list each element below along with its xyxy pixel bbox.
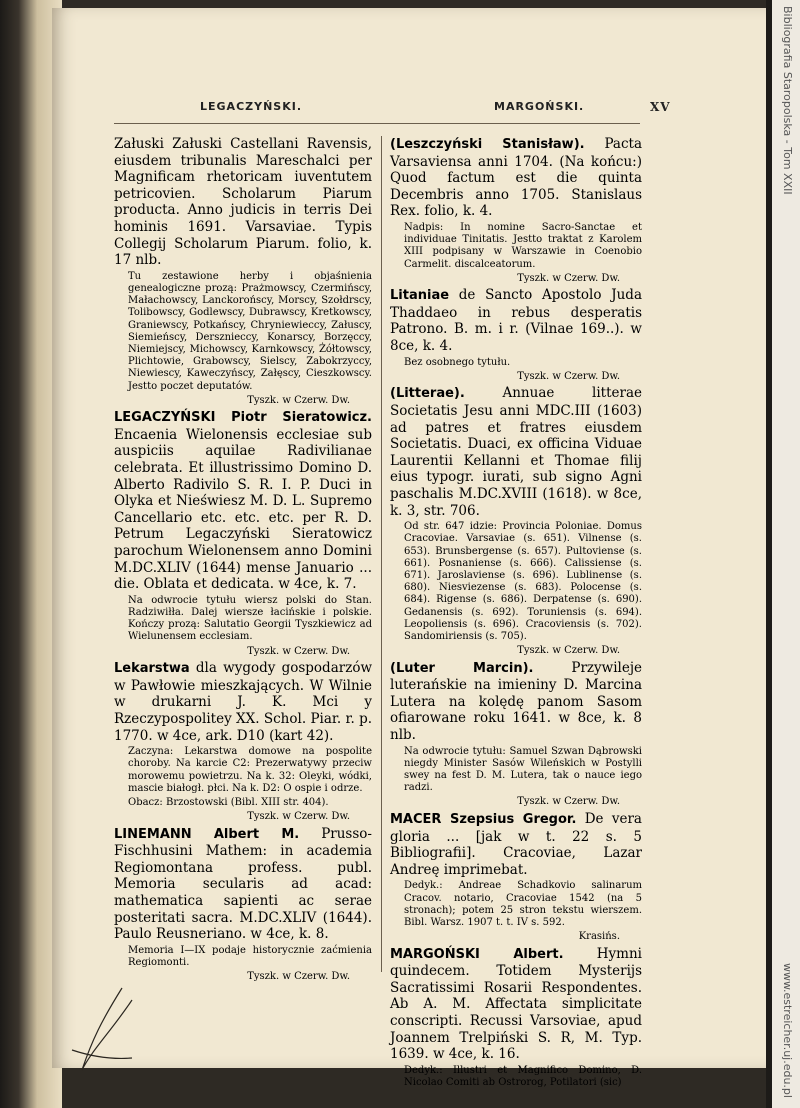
entry-text: dla wygody gospodarzów w Pawłowie mieszkających. W Wilnie w drukarni J. K. Mci y Rzeczypospolitey XX. Schol. Piar. r. p. 1770. w 4ce, ark. D10 (kart 42). — [114, 660, 372, 744]
entry-text: Prusso-Fischhusini Mathem: in academia Regiomontana profess. publ. Memoria secularis ad acad: mathematica sapienti ac serae posteritati sacra. M.DC.XLIV (1644). Paulo Reusneriano. w 4ce, k. 8. — [114, 825, 372, 943]
entry-name: (Leszczyński Stanisław). — [390, 137, 585, 152]
entry-name: LEGACZYŃSKI Piotr Sieratowicz. — [114, 410, 372, 426]
side-label-bottom: www.estreicher.uj.edu.pl — [781, 963, 794, 1098]
header-page-number: XV — [650, 100, 671, 114]
entry-note: Obacz: Brzostowski (Bibl. XIII str. 404). — [128, 796, 329, 808]
header-rule — [114, 123, 640, 124]
entry-location: Tyszk. w Czerw. Dw. — [247, 645, 350, 657]
entry-note: Tu zestawione herby i objaśnienia genealogiczne prozą: Prażmowscy, Czermińscy, Małachowscy, Lanckorońscy, Morscy, Szołdrscy, Tolibowscy, Godlewscy, Dubrawscy, Kretkowscy, Graniewscy, Potkańscy, Chryniewieccy, Załuscy, Siemieńscy, Dersznieccy, Konarscy, Borzęccy, Niemiejscy, Michowscy, Karnkowscy, Żółtowscy, Plichtowie, Grabowscy, Sielscy, Zabokrzyccy, Niewiescy, Kaweczyńscy, Załęscy, Cieszkowscy. Jestto poczet deputatów. — [128, 270, 372, 392]
entry-note: Dedyk.: Illustri et Magnifico Domino, D. Nicolao Comiti ab Ostrorog, Potilatori (sic) — [404, 1064, 642, 1088]
entry — [114, 826, 372, 943]
entry — [114, 409, 372, 593]
entry-text: Annuae litterae Societatis Jesu anni MDC.III (1603) ad patres et fratres eiusdem Societatis. Duaci, ex officina Viduae Laurentii Kellanni et Thomae filij eius typogr. iurati, sub signo Agni paschalis M.DC.XVIII (1618). w 8ce, k. 3, str. 706. — [390, 385, 642, 519]
entry-text: De vera gloria ... [jak w t. 22 s. 5 Bibliografii]. Cracoviae, Lazar Andreę imprimebat. — [390, 810, 642, 878]
entry-note: Memoria I—IX podaje historycznie zaćmienia Regiomonti. — [128, 944, 372, 968]
entry-note: Na odwrocie tytułu: Samuel Szwan Dąbrowski niegdy Minister Sasów Wileńskich w Postylli swey na fest D. M. Lutera, tak o nauce iego radzi. — [404, 745, 642, 794]
entry-name: LINEMANN Albert M. — [114, 826, 300, 842]
entry — [114, 660, 372, 744]
entry-text: Załuski Załuski Castellani Ravensis, eiusdem tribunalis Mareschalci per Magnificam rhetoricam iuventutem petricovien. Scholarum Piarum producta. Anno judicis in terris Dei hominis 1691. Varsaviae. Typis Collegij Scholarum Piarum. folio, k. 17 nlb. — [114, 136, 372, 269]
entry-text: Hymni quindecem. Totidem Mysterijs Sacratissimi Rosarii Respondentes. Ab A. M. Affectata simplicitate conscripti. Recussi Varsoviae, apud Joannem Trelpiński S. R, M. Typ. 1639. w 4ce, k. 16. — [390, 945, 642, 1063]
entry-note: Nadpis: In nomine Sacro-Sanctae et individuae Tinitatis. Jestto traktat z Karolem XIII podpisany w Warszawie in Coenobio Carmelit. discalceatorum. — [404, 221, 642, 270]
entry — [390, 385, 642, 519]
entry-name: Lekarstwa — [114, 661, 190, 677]
entry-location: Tyszk. w Czerw. Dw. — [247, 811, 350, 823]
entry-note: Bez osobnego tytułu. — [404, 356, 511, 368]
entry-note: Od str. 647 idzie: Provincia Poloniae. Domus Cracoviae. Varsaviae (s. 651). Vilnense (s. 653). Brunsbergense (s. 657). Pultoviense (s. 661). Posnaniense (s. 666). Calissiense (s. 671). Jaroslaviense (s. 696). Lublinense (s. 680). Niesviezense (s. 683). Polocense (s. 684). Rigense (s. 686). Derpatense (s. 690). Gedanensis (s. 692). Toruniensis (s. 694). Leopoliensis (s. 696). Cracoviensis (s. 702). Sandomiriensis (s. 705). — [404, 521, 642, 642]
entry — [390, 287, 642, 354]
side-label-top: Bibliografia Staropolska - Tom XXII — [781, 6, 794, 195]
entry-location: Tyszk. w Czerw. Dw. — [517, 370, 620, 382]
entry-name: MACER Szepsius Gregor. — [390, 811, 577, 827]
entry-text: de Sancto Apostolo Juda Thaddaeo in rebus desperatis Patrono. B. m. i r. (Vilnae 169..). w 8ce, k. 4. — [390, 287, 642, 355]
entry — [390, 660, 642, 744]
entry-location: Tyszk. w Czerw. Dw. — [517, 796, 620, 808]
entry — [390, 811, 642, 878]
entry-name: (Litterae). — [390, 386, 465, 402]
entry-note: Zaczyna: Lekarstwa domowe na pospolite choroby. Na karcie C2: Prezerwatywy przeciw morowemu powietrzu. Na k. 32: Oleyki, wódki, mascie białogł. płci. Na k. D2: O ospie i odrze. — [128, 746, 372, 794]
entry-name: (Luter Marcin). — [390, 660, 534, 676]
entry-text: Przywileje luterańskie na imieniny D. Marcina Lutera na kolędę panom Sasom ofiarowane roku 1641. w 8ce, k. 8 nlb. — [390, 659, 642, 744]
right-column — [390, 136, 642, 1091]
entry-note: Dedyk.: Andreae Schadkovio salinarum Cracov. notario, Cracoviae 1542 (na 5 stronach); potem 25 stron tekstu wierszem. Bibl. Warsz. 1907 t. t. IV s. 592. — [404, 880, 642, 928]
entry-name: Litaniae — [390, 288, 450, 304]
entry-text: Pacta Varsaviensa anni 1704. (Na końcu:) Quod factum est die quinta Decembris anno 1705. Stanislaus Rex. folio, k. 4. — [390, 136, 643, 220]
entry-location: Krasińs. — [578, 931, 620, 943]
entry — [390, 946, 642, 1063]
side-strip — [772, 0, 800, 1108]
entry — [390, 136, 642, 220]
entry-location: Tyszk. w Czerw. Dw. — [517, 645, 620, 657]
entry-text: Encaenia Wielonensis ecclesiae sub auspiciis aquilae Radivilianae celebrata. Et illustrissimo Domino D. Alberto Radivilo S. R. I. P. Duci in Olyka et Nieświesz M. D. L. Supremo Cancellario etc. etc. etc. per R. D. Petrum Legaczyński Sieratowicz parochum Wielonensem anno Domini M.DC.XLIV (1644) mense Januario ... die. Oblata et dedicata. w 4ce, k. 7. — [114, 426, 372, 593]
left-column — [114, 136, 372, 986]
column-divider — [381, 136, 382, 972]
header-left: LEGACZYŃSKI. — [200, 100, 303, 113]
entry-note: Na odwrocie tytułu wiersz polski do Stan. Radziwiłła. Dalej wiersze łacińskie i polskie. Kończy prozą: Salutatio Georgii Tyszkiewicz ad Wielunensem ecclesiam. — [128, 594, 372, 643]
header-center: MARGOŃSKI. — [494, 100, 585, 113]
entry-location: Tyszk. w Czerw. Dw. — [247, 971, 350, 983]
entry-location: Tyszk. w Czerw. Dw. — [247, 394, 350, 406]
entry-name: MARGOŃSKI Albert. — [390, 946, 564, 962]
signature-scribble-icon — [62, 980, 142, 1080]
entry-location: Tyszk. w Czerw. Dw. — [517, 272, 620, 284]
